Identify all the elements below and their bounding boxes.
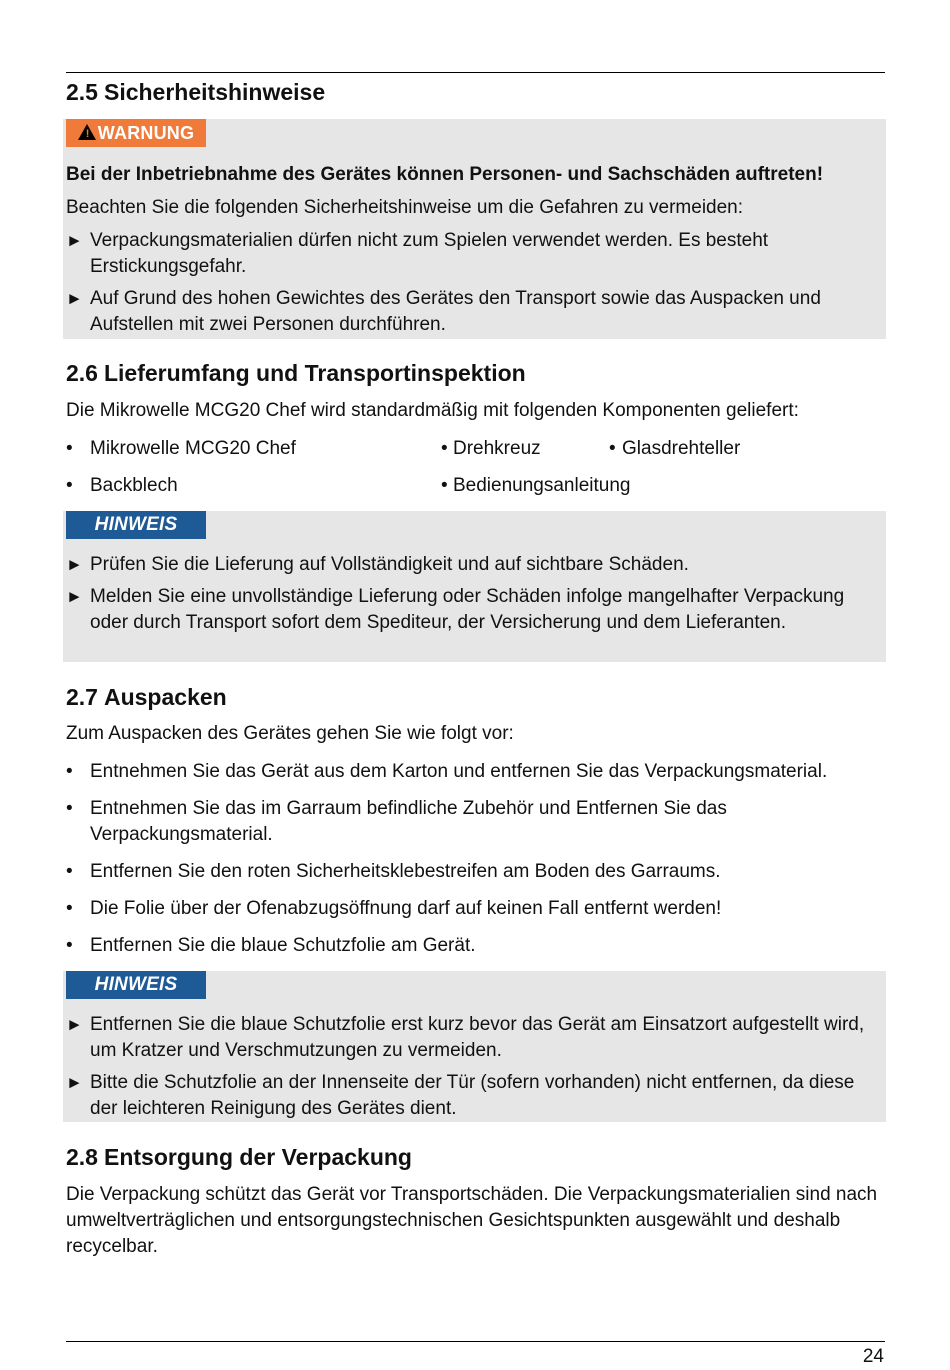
arrow-right-icon: ► — [66, 289, 83, 308]
heading-title: Lieferumfang und Transportinspektion — [103, 360, 526, 386]
bullet-icon: • — [609, 438, 616, 459]
heading-title: Sicherheitshinweise — [103, 79, 326, 105]
note-item: ► Prüfen Sie die Lieferung auf Vollständigkeit und auf sichtbare Schäden. — [66, 552, 886, 578]
warning-label-text: WARNUNG — [97, 122, 195, 143]
warning-triangle-icon: ! — [78, 124, 96, 140]
step-item: • Entnehmen Sie das Gerät aus dem Karton und entfernen Sie das Verpackungsmaterial. — [66, 759, 886, 785]
bullet-icon: • — [66, 798, 73, 819]
bullet-icon: • — [66, 761, 73, 782]
bullet-icon: • — [66, 475, 73, 496]
warning-intro: Beachten Sie die folgenden Sicherheitshinweise um die Gefahren zu vermeiden: — [66, 197, 744, 218]
note-label: HINWEIS — [66, 511, 206, 539]
step-item: • Entnehmen Sie das im Garraum befindliche Zubehör und Entfernen Sie das Verpackungsmaterial. — [66, 798, 738, 845]
component-item: • Mikrowelle MCG20 Chef — [66, 436, 296, 462]
heading-number: 2.6 — [66, 360, 98, 386]
component-item: • Bedienungsanleitung — [441, 473, 631, 499]
heading-2-6 — [66, 359, 526, 387]
step-item: • Entfernen Sie den roten Sicherheitsklebestreifen am Boden des Garraums. — [66, 859, 886, 885]
top-rule — [66, 72, 885, 73]
heading-title: Entsorgung der Verpackung — [103, 1144, 412, 1170]
warning-item: ► Verpackungsmaterialien dürfen nicht zum Spielen verwendet werden. Es besteht Erstickungsgefahr. — [66, 230, 769, 277]
component-item: • Drehkreuz — [441, 436, 541, 462]
arrow-right-icon: ► — [66, 1073, 83, 1092]
bullet-icon: • — [66, 438, 73, 459]
bullet-icon: • — [66, 935, 73, 956]
heading-2-8 — [66, 1143, 412, 1171]
heading-2-5 — [66, 78, 325, 106]
bullet-icon: • — [66, 898, 73, 919]
section-intro: Zum Auspacken des Gerätes gehen Sie wie folgt vor: — [66, 723, 514, 744]
heading-number: 2.5 — [66, 79, 98, 105]
arrow-right-icon: ► — [66, 231, 83, 250]
section-paragraph: Die Verpackung schützt das Gerät vor Transportschäden. Die Verpackungsmaterialien sind nach umweltverträglichen und entsorgungstechnischen Gesichtspunkten ausgewählt und deshalb recycelbar. — [66, 1184, 878, 1257]
component-item: • Backblech — [66, 473, 178, 499]
step-item: • Die Folie über der Ofenabzugsöffnung darf auf keinen Fall entfernt werden! — [66, 896, 886, 922]
component-item: • Glasdrehteller — [609, 436, 740, 462]
bullet-icon: • — [441, 438, 448, 459]
warning-label — [66, 119, 206, 147]
step-item: • Entfernen Sie die blaue Schutzfolie am Gerät. — [66, 933, 886, 959]
bottom-rule — [66, 1341, 885, 1342]
arrow-right-icon: ► — [66, 1015, 83, 1034]
heading-number: 2.7 — [66, 684, 98, 710]
heading-title: Auspacken — [103, 684, 227, 710]
note-item: ► Bitte die Schutzfolie an der Innenseite der Tür (sofern vorhanden) nicht entfernen, da diese der leichteren Reinigung des Gerätes dient. — [66, 1072, 855, 1119]
arrow-right-icon: ► — [66, 587, 83, 606]
page-number: 24 — [862, 1346, 884, 1367]
note-item: ► Entfernen Sie die blaue Schutzfolie erst kurz bevor das Gerät am Einsatzort aufgestellt wird, um Kratzer und Verschmutzungen zu vermeiden. — [66, 1014, 865, 1061]
warning-item: ► Auf Grund des hohen Gewichtes des Gerätes den Transport sowie das Auspacken und Aufstellen mit zwei Personen durchführen. — [66, 288, 821, 335]
heading-2-7 — [66, 683, 227, 711]
arrow-right-icon: ► — [66, 555, 83, 574]
heading-number: 2.8 — [66, 1144, 98, 1170]
bullet-icon: • — [66, 861, 73, 882]
section-intro: Die Mikrowelle MCG20 Chef wird standardmäßig mit folgenden Komponenten geliefert: — [66, 400, 799, 421]
bullet-icon: • — [441, 475, 448, 496]
note-item: ► Melden Sie eine unvollständige Lieferung oder Schäden infolge mangelhafter Verpackung oder durch Transport sofort dem Spediteur, der Versicherung und dem Lieferanten. — [66, 586, 845, 633]
note-label: HINWEIS — [66, 971, 206, 999]
warning-headline: Bei der Inbetriebnahme des Gerätes können Personen- und Sachschäden auftreten! — [66, 164, 824, 185]
